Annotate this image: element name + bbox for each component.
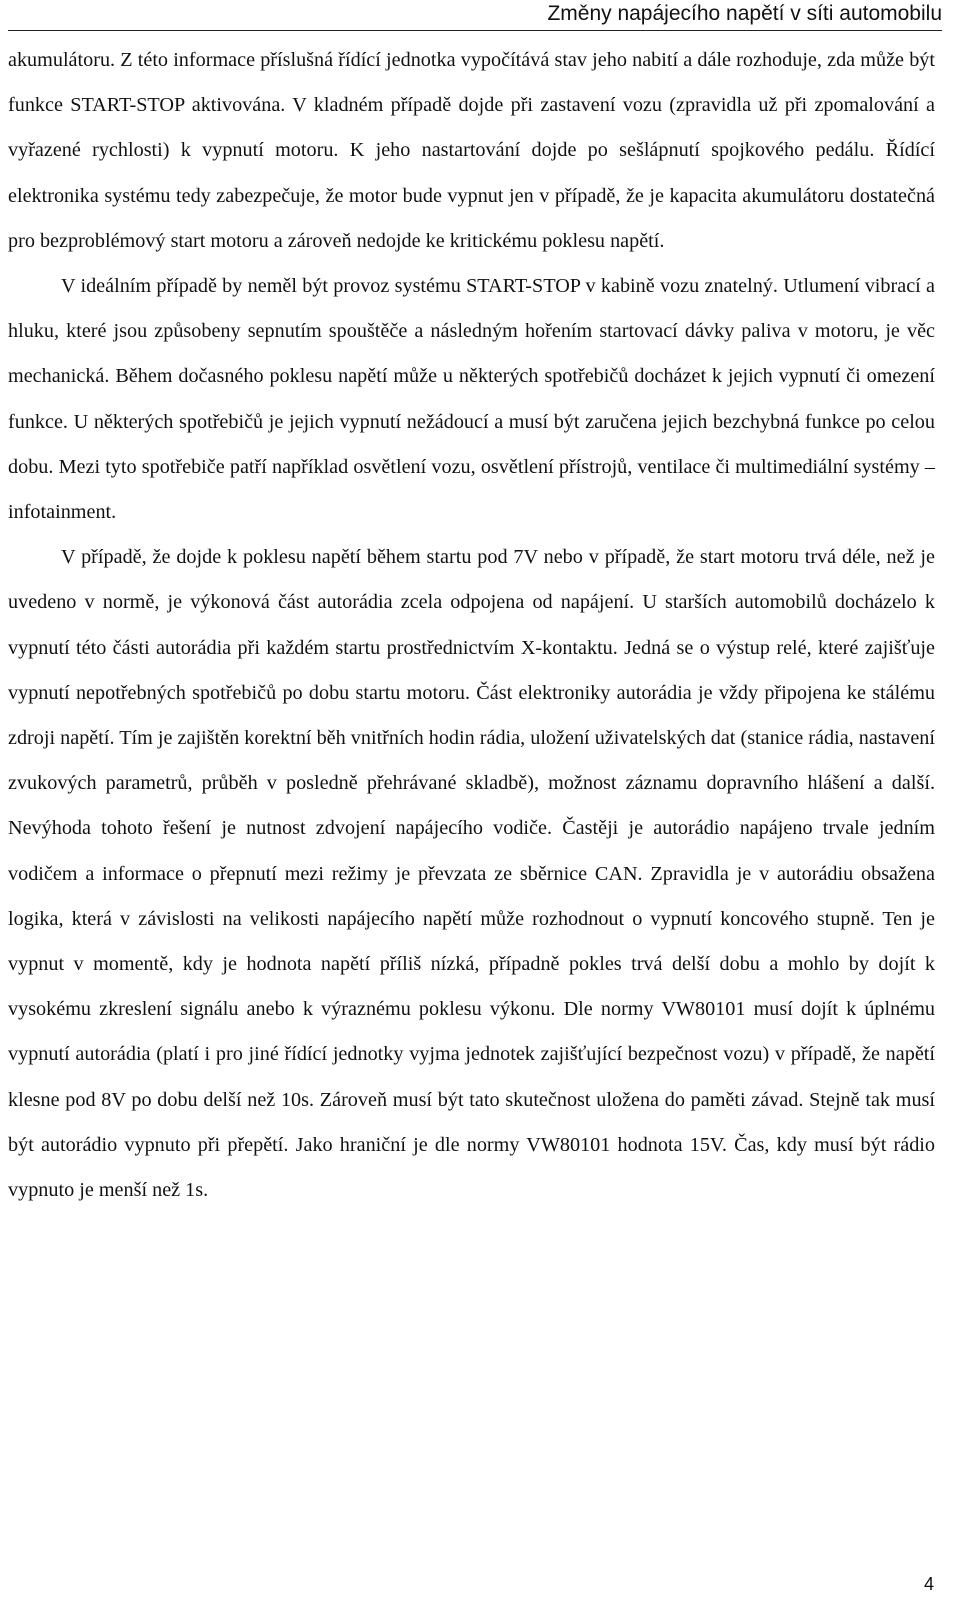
paragraph-continuation: akumulátoru. Z této informace příslušná řídící jednotka vypočítává stav jeho nabití a dále rozhoduje, zda může být funkce START-STOP aktivována. V kladném případě dojde při zastavení vozu (zpravidla už při zpomalování a vyřazené rychlosti) k vypnutí motoru. K jeho nastartování dojde po sešlápnutí spojkového pedálu. Řídící elektronika systému tedy zabezpečuje, že motor bude vypnut jen v případě, že je kapacita akumulátoru dostatečná pro bezproblémový start motoru a zároveň nedojde ke kritickému poklesu napětí. <box>8 49 935 252</box>
paragraph-start-stop: V ideálním případě by neměl být provoz systému START-STOP v kabině vozu znatelný. Utlumení vibrací a hluku, které jsou způsobeny sepnutím spouštěče a následným hořením startovací dávky paliva v motoru, je věc mechanická. Během dočasného poklesu napětí může u některých spotřebičů docházet k jejich vypnutí či omezení funkce. U některých spotřebičů je jejich vypnutí nežádoucí a musí být zaručena jejich bezchybná funkce po celou dobu. Mezi tyto spotřebiče patří například osvětlení vozu, osvětlení přístrojů, ventilace či multimediální systémy – infotainment. <box>8 275 935 524</box>
header-divider <box>8 30 942 31</box>
running-header: Změny napájecího napětí v síti automobilu <box>547 2 942 25</box>
paragraph-autoradio: V případě, že dojde k poklesu napětí během startu pod 7V nebo v případě, že start motoru trvá déle, než je uvedeno v normě, je výkonová část autorádia zcela odpojena od napájení. U starších automobilů docházelo k vypnutí této části autorádia při každém startu prostřednictvím X-kontaktu. Jedná se o výstup relé, které zajišťuje vypnutí nepotřebných spotřebičů po dobu startu motoru. Část elektroniky autorádia je vždy připojena ke stálému zdroji napětí. Tím je zajištěn korektní běh vnitřních hodin rádia, uložení uživatelských dat (stanice rádia, nastavení zvukových parametrů, průběh v posledně přehrávané skladbě), možnost záznamu dopravního hlášení a další. Nevýhoda tohoto řešení je nutnost zdvojení napájecího vodiče. Častěji je autorádio napájeno trvale jedním vodičem a informace o přepnutí mezi režimy je převzata ze sběrnice CAN. Zpravidla je v autorádiu obsažena logika, která v závislosti na velikosti napájecího napětí může rozhodnout o vypnutí koncového stupně. Ten je vypnut v momentě, kdy je hodnota napětí příliš nízká, případně pokles trvá delší dobu a mohlo by dojít k vysokému zkreslení signálu anebo k výraznému poklesu výkonu. Dle normy VW80101 musí dojít k úplnému vypnutí autorádia (platí i pro jiné řídící jednotky vyjma jednotek zajišťující bezpečnost vozu) v případě, že napětí klesne pod 8V po dobu delší než 10s. Zároveň musí být tato skutečnost uložena do paměti závad. Stejně tak musí být autorádio vypnuto při přepětí. Jako hraniční je dle normy VW80101 hodnota 15V. Čas, kdy musí být rádio vypnuto je menší než 1s. <box>8 546 935 1202</box>
body-text <box>8 38 935 1213</box>
page-number: 4 <box>923 1574 934 1594</box>
